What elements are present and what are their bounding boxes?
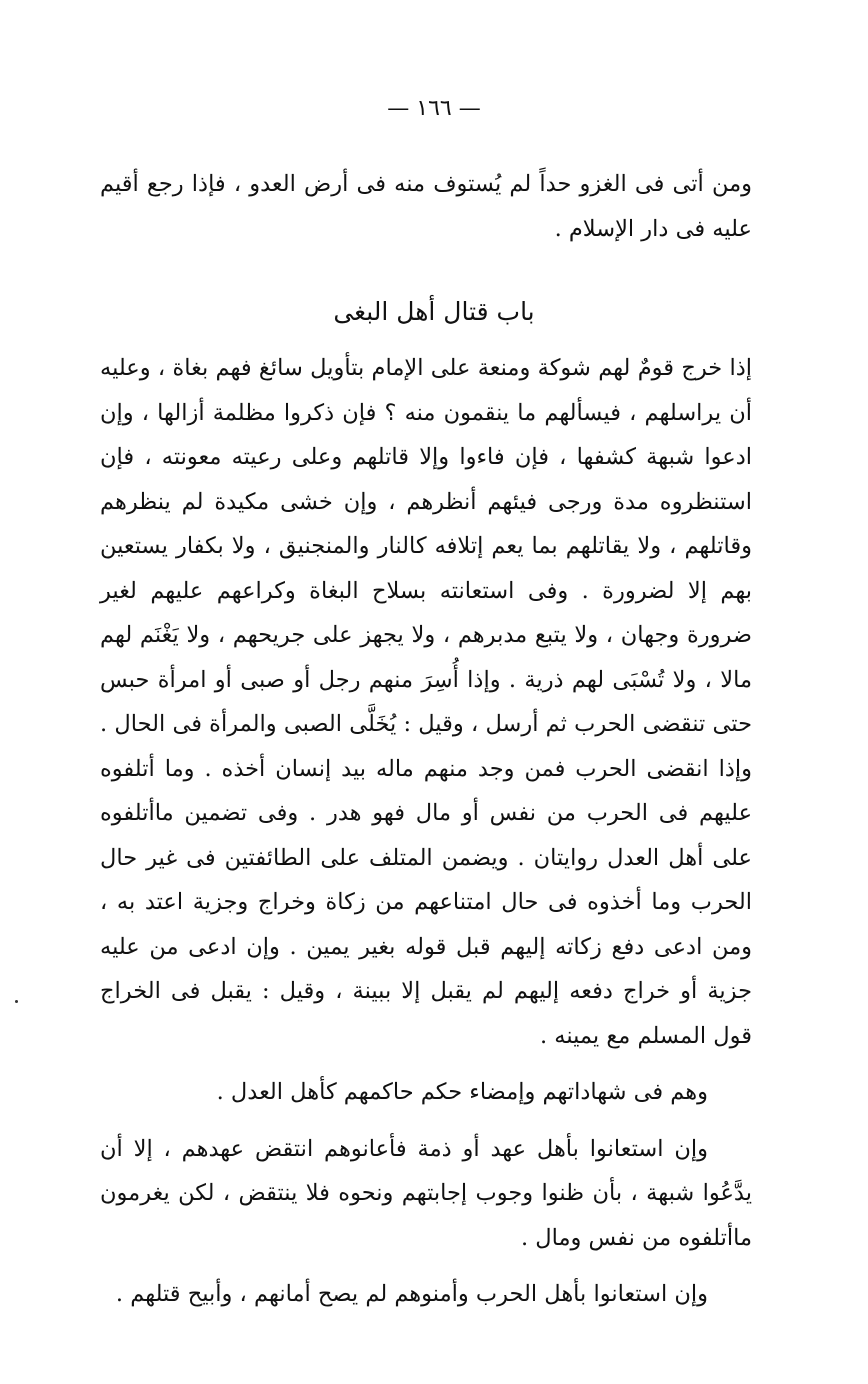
paragraph-dhimma: وإن استعانوا بأهل عهد أو ذمة فأعانوهم انتقض عهدهم ، إلا أن يدَّعُوا شبهة ، بأن ظنوا وجوب إجابتهم ونحوه فلا ينتقض ، لكن يغرمون ماأتلفوه من نفس ومال . [100,1135,752,1251]
paragraph-harbi: وإن استعانوا بأهل الحرب وأمنوهم لم يصح أمانهم ، وأبيح قتلهم . [115,1281,708,1307]
intro-paragraph: ومن أتى فى الغزو حداً لم يُستوف منه فى أرض العدو ، فإذا رجع أقيم عليه فى دار الإسلام . [100,171,752,242]
section-heading: باب قتال أهل البغى [333,297,535,326]
paragraph-testimony: وهم فى شهاداتهم وإمضاء حكم حاكمهم كأهل العدل . [216,1079,708,1105]
margin-dot-mark [15,1000,18,1003]
main-text-block [100,346,752,1317]
paragraph-rebels: إذا خرج قومٌ لهم شوكة ومنعة على الإمام بتأويل سائغ فهم بغاة ، وعليه أن يراسلهم ، فيسألهم ما ينقمون منه ؟ فإن ذكروا مظلمة أزالها ، وإن ادعوا شبهة كشفها ، فإن فاءوا وإلا قاتلهم وعلى رعيته معونته ، فإن استنظروه مدة ورجى فيئهم أنظرهم ، وإن خشى مكيدة لم ينظرهم وقاتلهم ، ولا يقاتلهم بما يعم إتلافه كالنار والمنجنيق ، ولا بكفار يستعين بهم إلا لضرورة . وفى استعانته بسلاح البغاة وكراعهم عليهم لغير ضرورة وجهان ، ولا يتبع مدبرهم ، ولا يجهز على جريحهم ، ولا يَغْنَم لهم مالا ، ولا تُسْبَى لهم ذرية . وإذا أُسِرَ منهم رجل أو صبى أو امرأة حبس حتى تنقضى الحرب ثم أرسل ، وقيل : يُخَلَّى الصبى والمرأة فى الحال . وإذا انقضى الحرب فمن وجد منهم ماله بيد إنسان أخذه . وما أتلفوه عليهم فى الحرب من نفس أو مال فهو هدر . وفى تضمين ماأتلفوه على أهل العدل روايتان . ويضمن المتلف على الطائفتين فى غير حال الحرب وما أخذوه فى حال امتناعهم من زكاة وخراج وجزية اعتد به ، ومن ادعى دفع زكاته إليهم قبل قوله بغير يمين . وإن ادعى من عليه جزية أو خراج دفعه إليهم لم يقبل إلا ببينة ، وقيل : يقبل فى الخراج قول المسلم مع يمينه . [100,355,752,1049]
intro-paragraph-block [100,162,752,251]
page-number: — ١٦٦ — [387,96,481,121]
